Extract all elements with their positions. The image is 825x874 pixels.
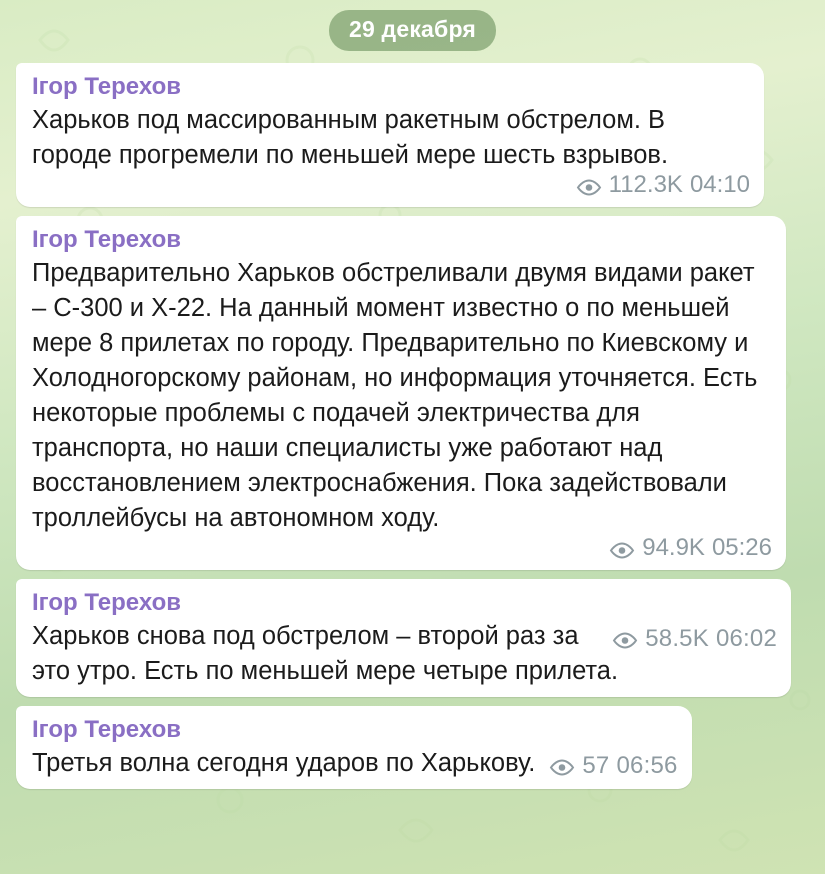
eye-icon <box>576 179 602 196</box>
message-author[interactable]: Ігор Терехов <box>32 716 182 743</box>
message-text <box>32 619 777 689</box>
message-author[interactable]: Ігор Терехов <box>32 73 182 100</box>
message-row <box>0 216 825 579</box>
date-divider <box>0 10 825 51</box>
eye-icon <box>549 759 575 776</box>
message-time: 06:56 <box>616 752 678 779</box>
message-row <box>0 706 825 798</box>
message-row <box>0 63 825 216</box>
message-author[interactable]: Ігор Терехов <box>32 589 182 616</box>
message-bubble[interactable] <box>16 216 786 570</box>
message-text: Предварительно Харьков обстреливали двумя видами ракет – С-300 и Х-22. На данный момент известно о по меньшей мере 8 прилетах по городу. Предварительно по Киевскому и Холодногорскому районам, но информация уточняется. Есть некоторые проблемы с подачей электричества для транспорта, но наши специалисты уже работают над восстановлением электроснабжения. Пока задействовали троллейбусы на автономном ходу. <box>32 259 765 532</box>
message-bubble[interactable] <box>16 63 764 207</box>
message-meta <box>549 748 677 783</box>
message-meta <box>612 621 777 656</box>
message-row <box>0 579 825 706</box>
message-meta <box>32 534 772 562</box>
message-time: 06:02 <box>715 625 777 652</box>
message-meta <box>32 171 750 199</box>
view-count: 57 <box>582 752 610 779</box>
message-time: 04:10 <box>689 171 750 198</box>
message-text <box>32 746 678 781</box>
view-count: 112.3K <box>608 171 683 198</box>
view-count: 94.9K <box>642 534 705 561</box>
eye-icon <box>612 632 638 649</box>
message-author[interactable]: Ігор Терехов <box>32 226 182 253</box>
view-count: 58.5K <box>645 625 709 652</box>
message-bubble[interactable] <box>16 579 791 697</box>
message-bubble[interactable] <box>16 706 692 789</box>
message-time: 05:26 <box>711 534 772 561</box>
message-body: Харьков снова под обстрелом – второй раз за это утро. Есть по меньшей мере четыре прилета. <box>32 622 619 685</box>
eye-icon <box>609 542 635 559</box>
message-text: Харьков под массированным ракетным обстрелом. В городе прогремели по меньшей мере шесть взрывов. <box>32 106 673 169</box>
message-body: Третья волна сегодня ударов по Харькову. <box>32 749 536 777</box>
date-chip-label: 29 декабря <box>329 10 496 51</box>
